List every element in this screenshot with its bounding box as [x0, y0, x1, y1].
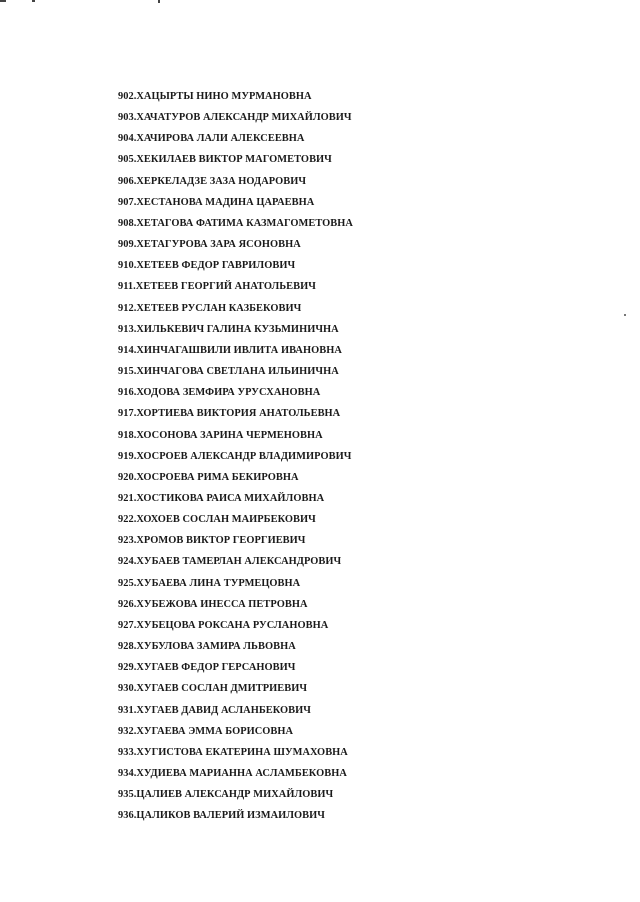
list-item: 926.ХУБЕЖОВА ИНЕССА ПЕТРОВНА [118, 598, 308, 610]
list-item: 908.ХЕТАГОВА ФАТИМА КАЗМАГОМЕТОВНА [118, 217, 353, 229]
list-item: 918.ХОСОНОВА ЗАРИНА ЧЕРМЕНОВНА [118, 429, 323, 441]
list-item: 935.ЦАЛИЕВ АЛЕКСАНДР МИХАЙЛОВИЧ [118, 789, 334, 801]
list-item: 916.ХОДОВА ЗЕМФИРА УРУСХАНОВНА [118, 387, 321, 399]
scan-artifact [624, 314, 626, 316]
list-item: 910.ХЕТЕЕВ ФЕДОР ГАВРИЛОВИЧ [118, 260, 296, 272]
name-list [118, 86, 353, 826]
list-item: 911.ХЕТЕЕВ ГЕОРГИЙ АНАТОЛЬЕВИЧ [118, 281, 316, 293]
list-item: 920.ХОСРОЕВА РИМА БЕКИРОВНА [118, 471, 299, 483]
list-item: 933.ХУГИСТОВА ЕКАТЕРИНА ШУМАХОВНА [118, 746, 348, 758]
list-item: 919.ХОСРОЕВ АЛЕКСАНДР ВЛАДИМИРОВИЧ [118, 450, 352, 462]
list-item: 930.ХУГАЕВ СОСЛАН ДМИТРИЕВИЧ [118, 683, 308, 695]
list-item: 902.ХАЦЫРТЫ НИНО МУРМАНОВНА [118, 91, 312, 102]
list-item: 929.ХУГАЕВ ФЕДОР ГЕРСАНОВИЧ [118, 662, 296, 674]
list-item: 906.ХЕРКЕЛАДЗЕ ЗАЗА НОДАРОВИЧ [118, 175, 307, 187]
list-item: 931.ХУГАЕВ ДАВИД АСЛАНБЕКОВИЧ [118, 704, 311, 716]
list-item: 909.ХЕТАГУРОВА ЗАРА ЯСОНОВНА [118, 239, 301, 251]
list-item: 928.ХУБУЛОВА ЗАМИРА ЛЬВОВНА [118, 641, 296, 653]
list-item: 917.ХОРТИЕВА ВИКТОРИЯ АНАТОЛЬЕВНА [118, 408, 341, 420]
list-item: 907.ХЕСТАНОВА МАДИНА ЦАРАЕВНА [118, 196, 315, 208]
list-item: 913.ХИЛЬКЕВИЧ ГАЛИНА КУЗЬМИНИЧНА [118, 323, 339, 335]
list-item: 936.ЦАЛИКОВ ВАЛЕРИЙ ИЗМАИЛОВИЧ [118, 810, 325, 822]
list-item: 927.ХУБЕЦОВА РОКСАНА РУСЛАНОВНА [118, 619, 329, 631]
list-item: 912.ХЕТЕЕВ РУСЛАН КАЗБЕКОВИЧ [118, 302, 302, 314]
list-item: 904.ХАЧИРОВА ЛАЛИ АЛЕКСЕЕВНА [118, 133, 305, 145]
scan-artifact [0, 0, 6, 2]
list-item: 925.ХУБАЕВА ЛИНА ТУРМЕЦОВНА [118, 577, 301, 589]
list-item: 924.ХУБАЕВ ТАМЕРЛАН АЛЕКСАНДРОВИЧ [118, 556, 342, 568]
scan-artifact [158, 0, 160, 3]
list-item: 914.ХИНЧАГАШВИЛИ ИВЛИТА ИВАНОВНА [118, 344, 342, 356]
list-item: 915.ХИНЧАГОВА СВЕТЛАНА ИЛЬИНИЧНА [118, 366, 339, 378]
list-item: 922.ХОХОЕВ СОСЛАН МАИРБЕКОВИЧ [118, 514, 316, 526]
list-item: 923.ХРОМОВ ВИКТОР ГЕОРГИЕВИЧ [118, 535, 306, 547]
list-item: 903.ХАЧАТУРОВ АЛЕКСАНДР МИХАЙЛОВИЧ [118, 112, 352, 124]
list-item: 934.ХУДИЕВА МАРИАННА АСЛАМБЕКОВНА [118, 768, 347, 779]
list-item: 921.ХОСТИКОВА РАИСА МИХАЙЛОВНА [118, 492, 325, 504]
list-item: 932.ХУГАЕВА ЭММА БОРИСОВНА [118, 725, 294, 737]
list-item: 905.ХЕКИЛАЕВ ВИКТОР МАГОМЕТОВИЧ [118, 154, 332, 166]
scan-artifact [32, 0, 35, 2]
